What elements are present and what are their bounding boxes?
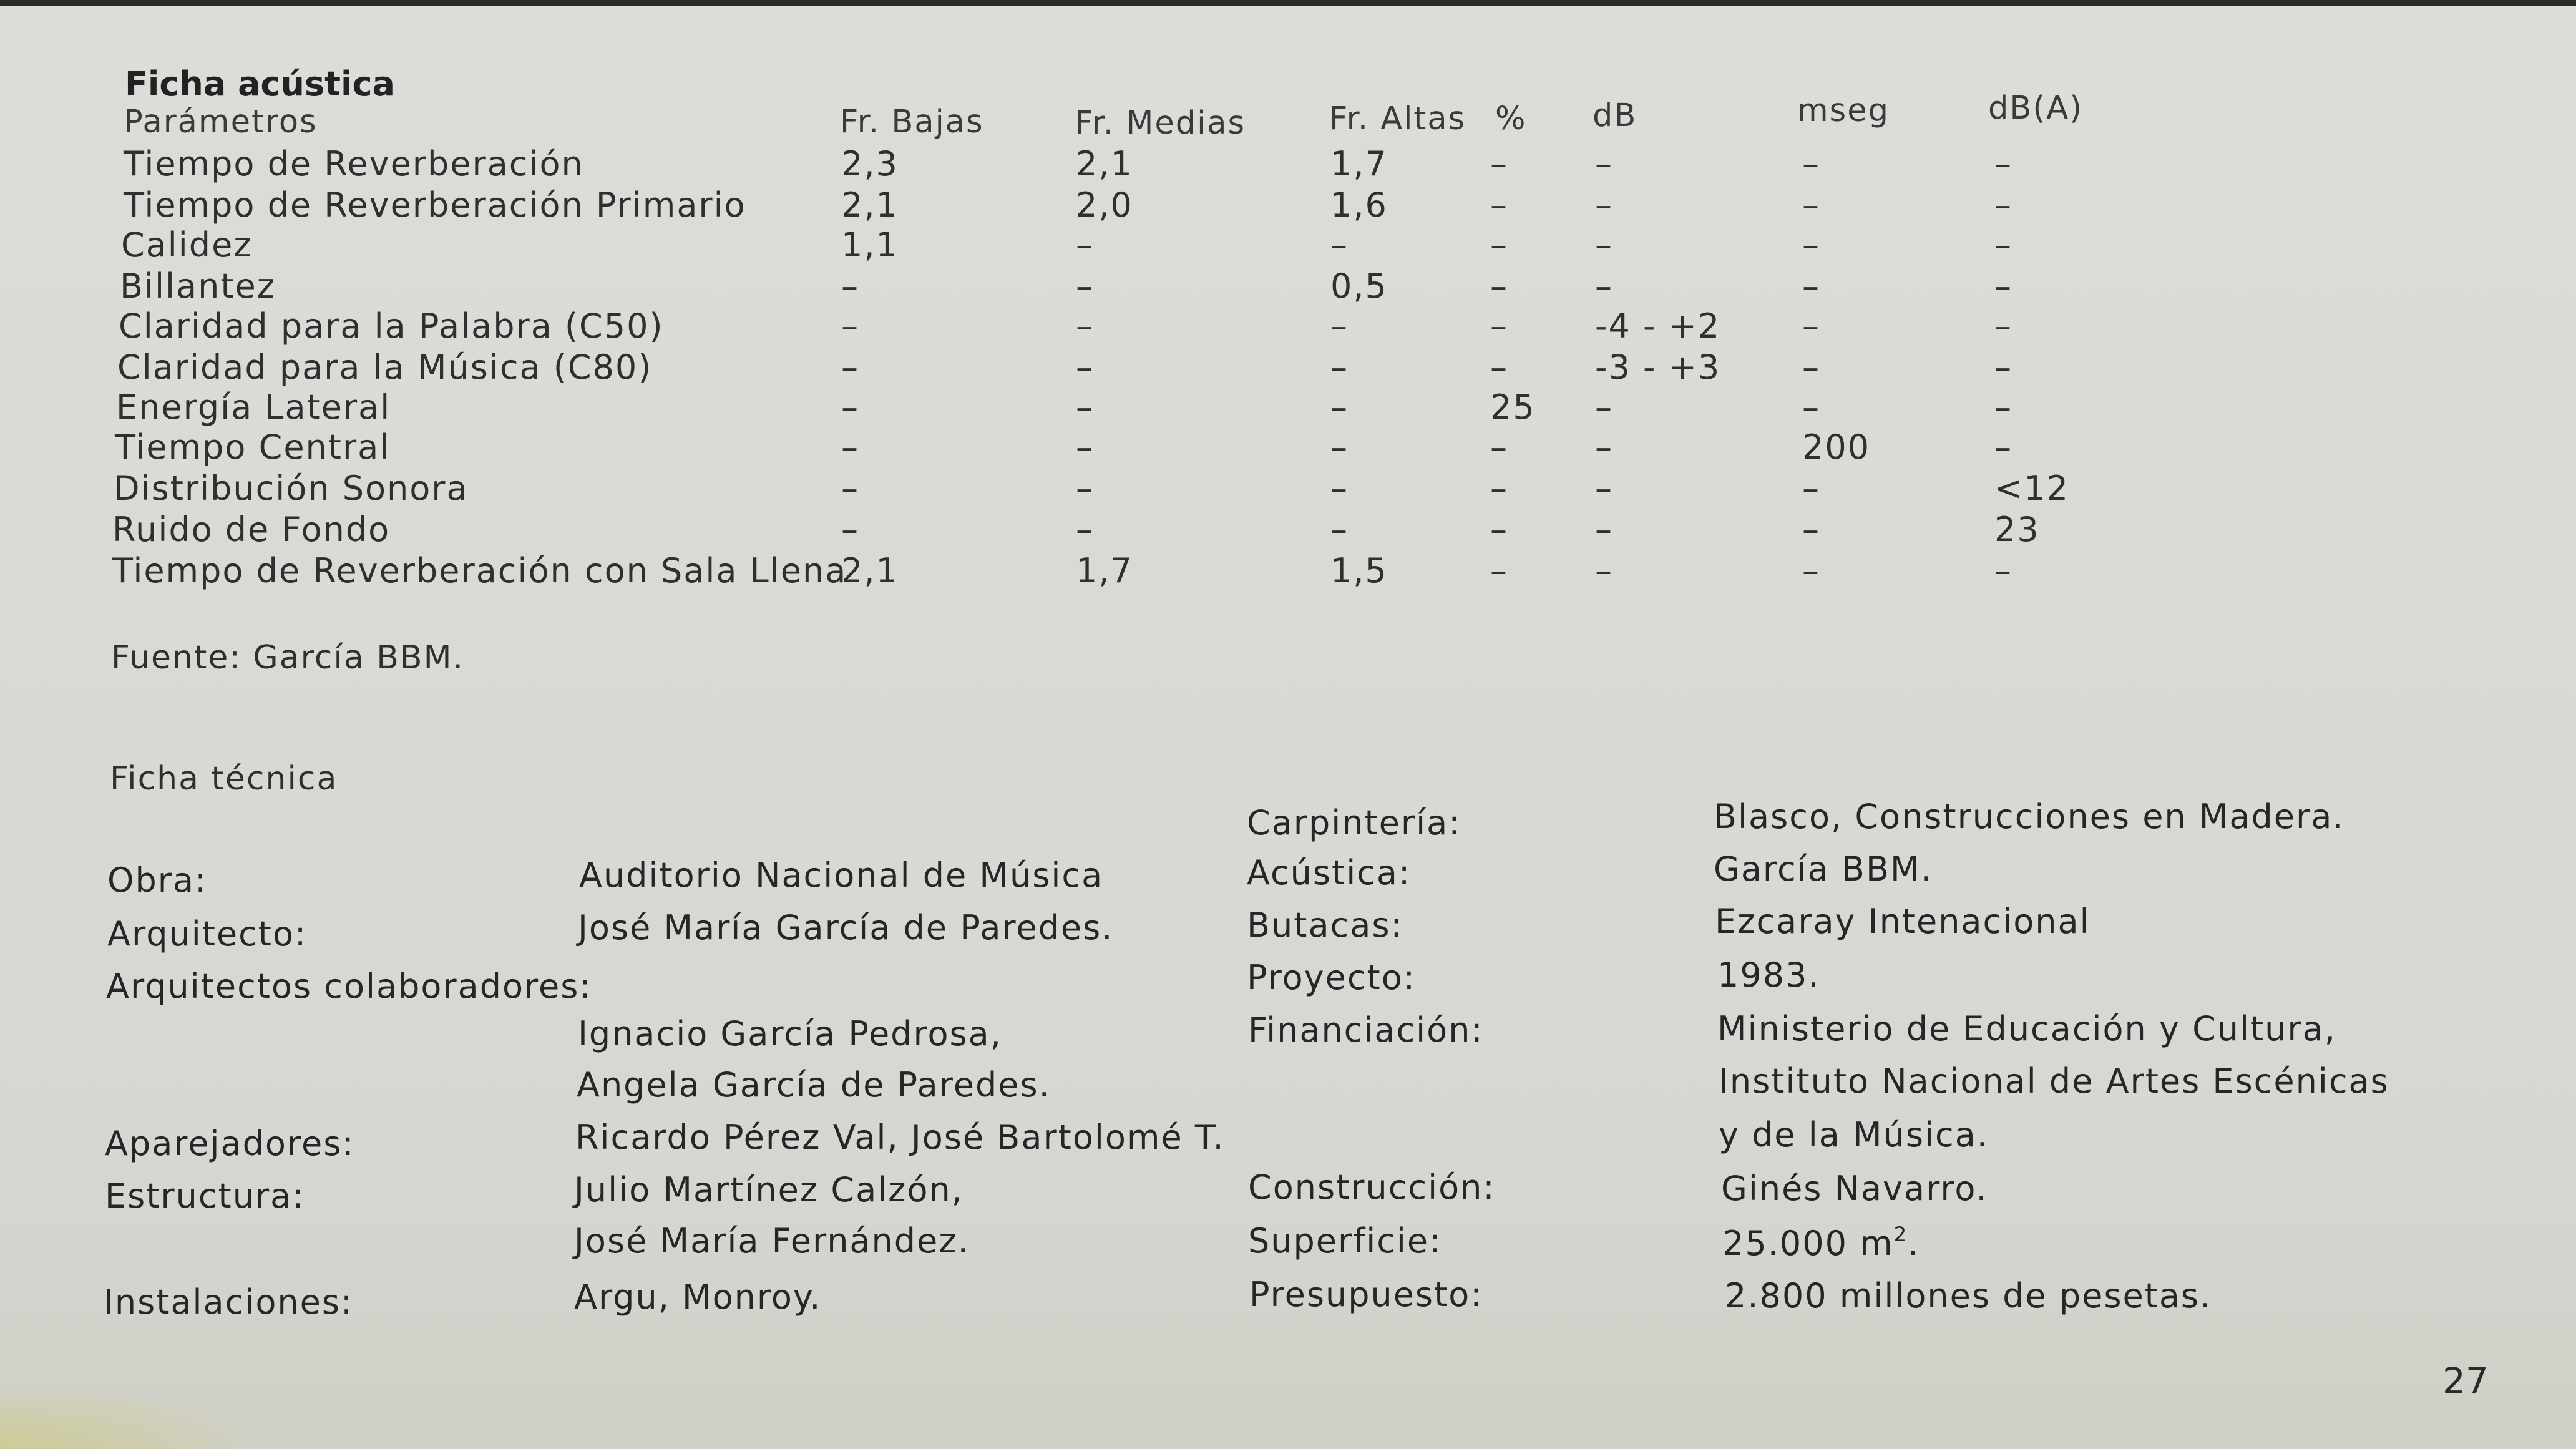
cell-medias: – (1076, 266, 1094, 306)
value-instalaciones: Argu, Monroy. (574, 1277, 822, 1317)
cell-mseg: – (1802, 144, 1820, 183)
cell-db: – (1595, 144, 1613, 183)
cell-bajas: – (841, 348, 859, 387)
cell-dba: – (1994, 144, 2012, 183)
cell-medias: – (1076, 348, 1094, 387)
cell-parametro: Calidez (121, 225, 253, 265)
cell-mseg: – (1802, 185, 1820, 225)
cell-db: – (1595, 551, 1613, 590)
cell-pct: – (1490, 306, 1508, 346)
label-presupuesto: Presupuesto: (1249, 1275, 1483, 1314)
cell-bajas: 2,3 (841, 144, 899, 183)
cell-bajas: – (841, 427, 859, 467)
cell-pct: – (1490, 266, 1508, 306)
cell-dba: – (1994, 225, 2012, 265)
cell-altas: – (1330, 348, 1349, 387)
cell-medias: – (1076, 306, 1094, 346)
cell-dba: – (1994, 427, 2012, 467)
label-carpinteria: Carpintería: (1247, 803, 1461, 842)
cell-pct: – (1490, 551, 1508, 590)
cell-dba: – (1994, 306, 2012, 346)
acoustic-row (0, 306, 2247, 349)
label-obra: Obra: (107, 861, 208, 900)
cell-altas: 1,6 (1330, 185, 1388, 225)
cell-dba: – (1994, 266, 2012, 306)
cell-parametro: Claridad para la Palabra (C50) (119, 306, 664, 346)
value-obra: Auditorio Nacional de Música (579, 856, 1104, 895)
cell-bajas: 2,1 (841, 185, 899, 225)
source-note: Fuente: García BBM. (111, 639, 464, 676)
cell-medias: 1,7 (1076, 551, 1133, 590)
value-aparejadores: Ricardo Pérez Val, José Bartolomé T. (575, 1118, 1225, 1157)
acoustic-row (0, 144, 2247, 187)
label-arquitecto: Arquitecto: (107, 914, 308, 954)
cell-dba: 23 (1994, 510, 2040, 549)
acoustic-row (0, 185, 2247, 228)
cell-altas: – (1330, 225, 1349, 265)
cell-dba: – (1994, 388, 2012, 427)
cell-parametro: Tiempo de Reverberación Primario (124, 185, 746, 225)
cell-pct: – (1490, 469, 1508, 508)
cell-pct: – (1490, 348, 1508, 387)
cell-db: – (1595, 469, 1613, 508)
cell-bajas: 2,1 (841, 551, 899, 590)
value-colaborador-2: Angela García de Paredes. (577, 1065, 1051, 1105)
acoustic-row (0, 348, 2247, 391)
cell-pct: – (1490, 510, 1508, 549)
cell-pct: – (1490, 144, 1508, 183)
cell-altas: 1,7 (1330, 144, 1388, 183)
value-carpinteria: Blasco, Construcciones en Madera. (1714, 797, 2345, 836)
cell-pct: – (1490, 427, 1508, 467)
value-construccion: Ginés Navarro. (1721, 1169, 1988, 1208)
cell-dba: <12 (1994, 469, 2069, 508)
acoustic-title: Ficha acústica (125, 64, 395, 104)
cell-altas: – (1330, 388, 1349, 427)
cell-db: -4 - +2 (1595, 306, 1721, 346)
cell-medias: – (1076, 469, 1094, 508)
label-aparejadores: Aparejadores: (105, 1124, 355, 1163)
cell-bajas: – (841, 306, 859, 346)
value-financiacion-1: Ministerio de Educación y Cultura, (1717, 1009, 2336, 1048)
cell-mseg: – (1802, 266, 1820, 306)
cell-parametro: Ruido de Fondo (112, 510, 391, 549)
cell-altas: – (1330, 510, 1349, 549)
cell-pct: – (1490, 225, 1508, 265)
value-butacas: Ezcaray Intenacional (1715, 902, 2091, 941)
cell-medias: 2,0 (1076, 185, 1133, 225)
superficie-period: . (1908, 1224, 1920, 1263)
label-instalaciones: Instalaciones: (104, 1282, 354, 1322)
cell-mseg: – (1802, 225, 1820, 265)
superficie-number: 25.000 m (1722, 1224, 1894, 1263)
cell-db: – (1595, 225, 1613, 265)
header-parametros: Parámetros (124, 104, 318, 140)
cell-mseg: – (1802, 348, 1820, 387)
value-financiacion-3: y de la Música. (1719, 1115, 1989, 1154)
cell-medias: – (1076, 388, 1094, 427)
header-percent: % (1495, 100, 1527, 137)
cell-parametro: Tiempo Central (115, 427, 391, 467)
cell-dba: – (1994, 551, 2012, 590)
cell-altas: – (1330, 306, 1349, 346)
header-fr-medias: Fr. Medias (1075, 105, 1246, 142)
value-superficie (1722, 1224, 1920, 1261)
cell-medias: 2,1 (1076, 144, 1133, 183)
label-estructura: Estructura: (105, 1176, 305, 1216)
cell-parametro: Billantez (120, 266, 276, 306)
acoustic-row (0, 266, 2247, 310)
cell-bajas: – (841, 510, 859, 549)
cell-dba: – (1994, 185, 2012, 225)
paper-stain (0, 1380, 262, 1449)
cell-dba: – (1994, 348, 2012, 387)
cell-mseg: – (1802, 469, 1820, 508)
value-proyecto: 1983. (1717, 955, 1820, 995)
cell-parametro: Distribución Sonora (114, 469, 469, 508)
label-acustica: Acústica: (1247, 853, 1412, 892)
header-mseg: mseg (1797, 92, 1890, 129)
cell-db: – (1595, 427, 1613, 467)
header-db: dB (1593, 97, 1637, 134)
label-proyecto: Proyecto: (1247, 958, 1416, 997)
acoustic-row (0, 427, 2247, 471)
cell-medias: – (1076, 510, 1094, 549)
label-butacas: Butacas: (1247, 905, 1403, 945)
cell-bajas: – (841, 469, 859, 508)
cell-medias: – (1076, 427, 1094, 467)
label-financiacion: Financiación: (1248, 1010, 1484, 1050)
value-arquitecto: José María García de Paredes. (578, 908, 1114, 947)
cell-altas: – (1330, 427, 1349, 467)
page-number: 27 (2442, 1360, 2489, 1402)
cell-db: – (1595, 185, 1613, 225)
cell-mseg: – (1802, 510, 1820, 549)
cell-mseg: – (1802, 306, 1820, 346)
acoustic-row (0, 388, 2247, 431)
acoustic-row (0, 510, 2247, 553)
cell-medias: – (1076, 225, 1094, 265)
cell-pct: 25 (1490, 388, 1536, 427)
cell-mseg: – (1802, 388, 1820, 427)
cell-bajas: – (841, 388, 859, 427)
value-acustica: García BBM. (1714, 849, 1933, 889)
label-superficie: Superficie: (1248, 1221, 1442, 1261)
cell-mseg: 200 (1802, 427, 1871, 467)
cell-db: -3 - +3 (1595, 348, 1721, 387)
cell-parametro: Tiempo de Reverberación con Sala Llena (112, 551, 847, 590)
cell-db: – (1595, 510, 1613, 549)
cell-parametro: Tiempo de Reverberación (124, 144, 584, 183)
cell-altas: – (1330, 469, 1349, 508)
cell-db: – (1595, 266, 1613, 306)
header-fr-bajas: Fr. Bajas (840, 104, 984, 140)
value-estructura-1: Julio Martínez Calzón, (574, 1170, 964, 1209)
label-arquitectos-colaboradores: Arquitectos colaboradores: (106, 967, 592, 1006)
acoustic-row (0, 225, 2247, 268)
label-construccion: Construcción: (1248, 1168, 1496, 1207)
cell-bajas: 1,1 (841, 225, 899, 265)
cell-bajas: – (841, 266, 859, 306)
value-financiacion-2: Instituto Nacional de Artes Escénicas (1719, 1061, 2389, 1101)
page-top-edge (0, 0, 2576, 6)
cell-altas: 0,5 (1330, 266, 1388, 306)
acoustic-row (0, 469, 2247, 512)
cell-parametro: Energía Lateral (116, 388, 391, 427)
cell-pct: – (1490, 185, 1508, 225)
header-fr-altas: Fr. Altas (1329, 100, 1466, 137)
cell-db: – (1595, 388, 1613, 427)
value-estructura-2: José María Fernández. (574, 1221, 970, 1261)
value-colaborador-1: Ignacio García Pedrosa, (578, 1014, 1002, 1053)
technical-title: Ficha técnica (110, 760, 338, 798)
cell-parametro: Claridad para la Música (C80) (117, 348, 653, 387)
header-dba: dB(A) (1988, 90, 2084, 127)
superficie-exponent: 2 (1893, 1222, 1908, 1246)
cell-altas: 1,5 (1330, 551, 1388, 590)
cell-mseg: – (1802, 551, 1820, 590)
acoustic-row (0, 551, 2247, 594)
value-presupuesto: 2.800 millones de pesetas. (1725, 1276, 2212, 1315)
